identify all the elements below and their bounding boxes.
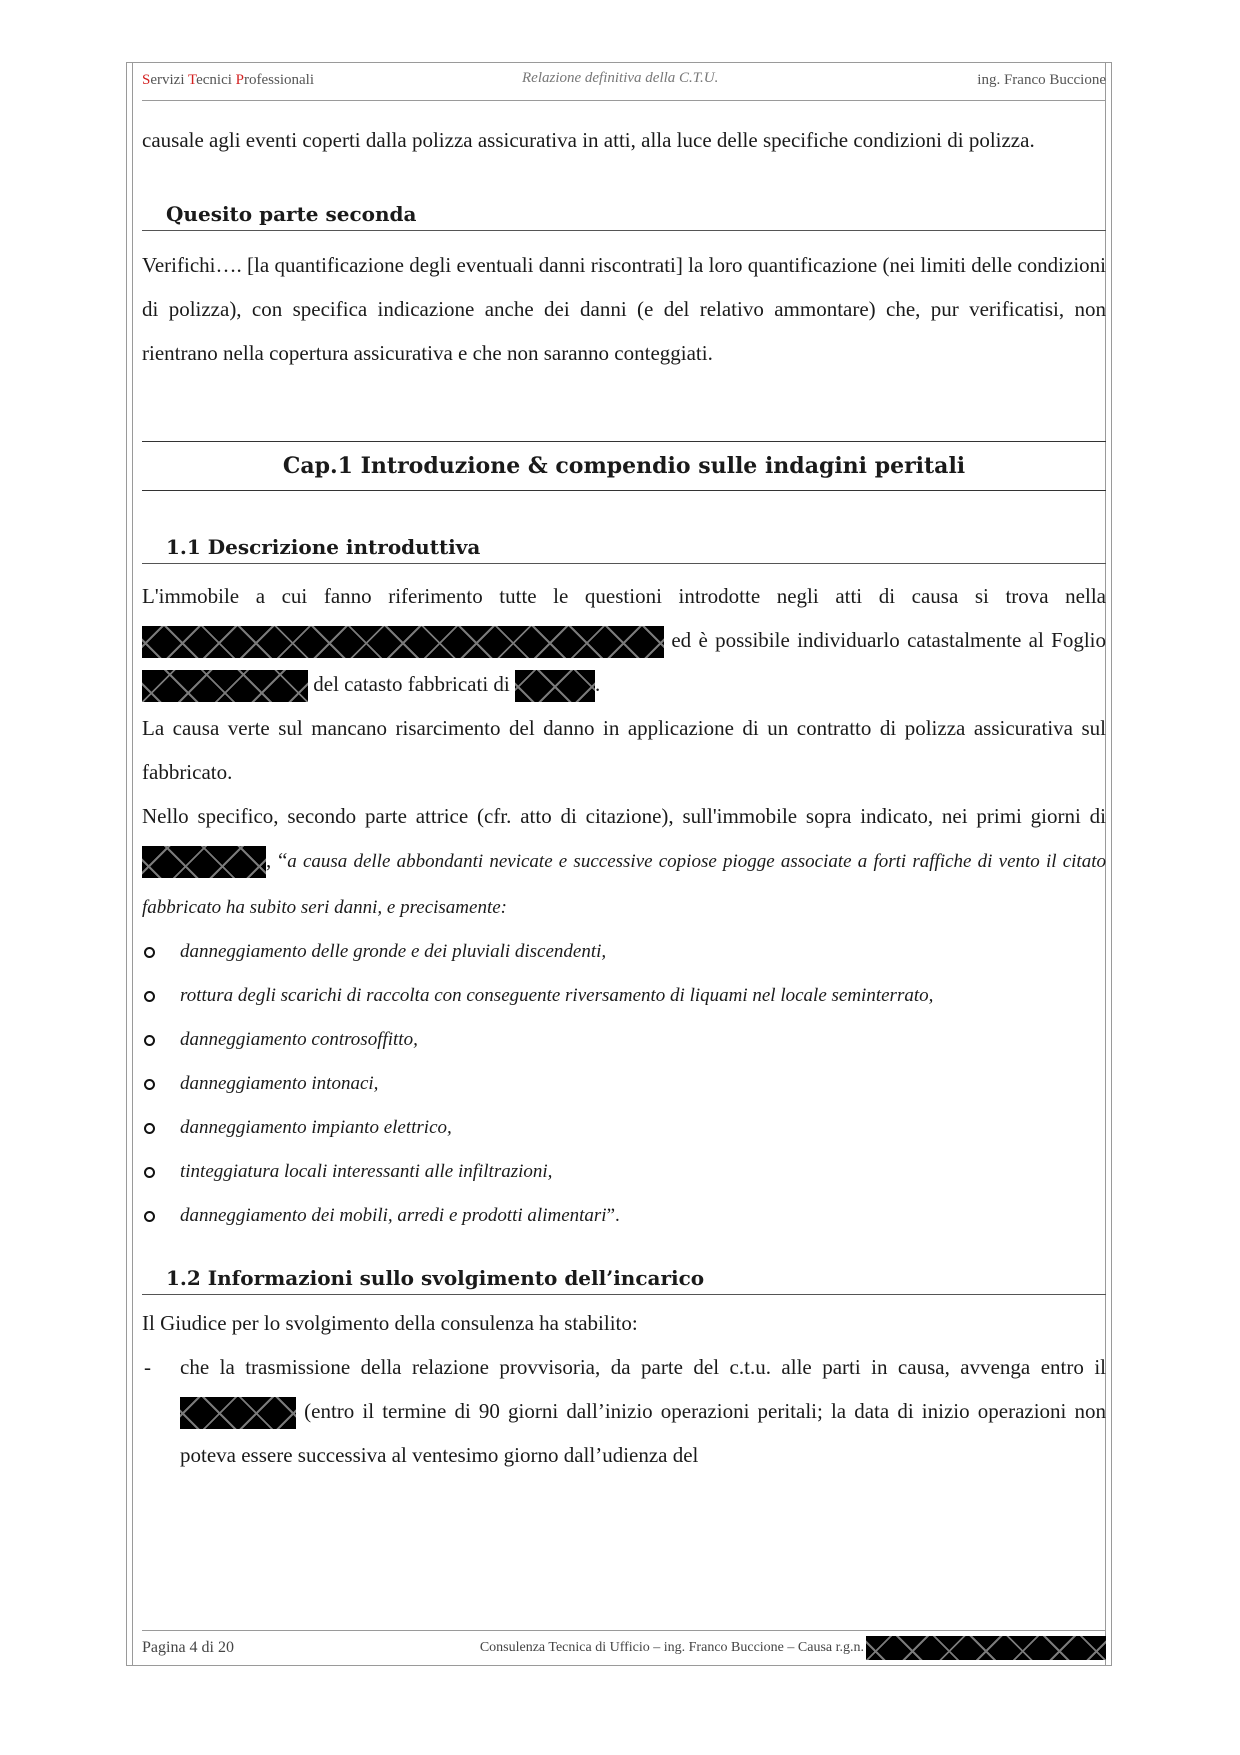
redacted-case-number (866, 1636, 1106, 1660)
text-run: (entro il termine di 90 giorni dall’inizio operazioni peritali; la data di inizio operazioni non poteva essere successiva al ventesimo giorno dall’udienza del (180, 1399, 1107, 1467)
header-initial: S (142, 72, 151, 88)
bullet-icon (144, 1211, 155, 1222)
chapter-title: Cap.1 Introduzione & compendio sulle indagini peritali (142, 441, 1106, 491)
bullet-icon (144, 1167, 155, 1178)
header-initial: P (235, 72, 244, 88)
list-item (142, 1106, 1106, 1150)
text-run: Nello specifico, secondo parte attrice (cfr. atto di citazione), sull'immobile sopra indicato, nei primi giorni di (142, 804, 1106, 828)
list-item (142, 974, 1106, 1018)
quote-text: a causa delle abbondanti nevicate e successive copiose piogge associate a forti raffiche di vento il citato fabbricato ha subito seri danni, e precisamente: (142, 851, 1106, 918)
bullet-icon (144, 947, 155, 958)
footer-case-info (480, 1636, 1106, 1660)
list-item-text: danneggiamento intonaci, (180, 1073, 379, 1094)
text-run: . (595, 672, 601, 696)
section-title-quesito: Quesito parte seconda (142, 198, 1106, 231)
list-item (142, 1018, 1106, 1062)
list-item-text: tinteggiatura locali interessanti alle infiltrazioni, (180, 1161, 553, 1182)
header-word: rofessionali (244, 72, 314, 88)
footer-divider (142, 1630, 1106, 1631)
text-run: che la trasmissione della relazione provvisoria, da parte del c.t.u. alle parti in causa, avvenga entro il (180, 1355, 1106, 1379)
text-run: del catasto fabbricati di (313, 672, 510, 696)
list-item-suffix: ”. (606, 1205, 620, 1226)
header-word: ecnici (196, 72, 236, 88)
intro-paragraph: causale agli eventi coperti dalla polizza assicurativa in atti, alla luce delle specifiche condizioni di polizza. (142, 128, 1035, 152)
header-divider (142, 100, 1106, 101)
list-item (142, 1194, 1106, 1238)
redacted-deadline (180, 1397, 296, 1429)
section-title-1-1: 1.1 Descrizione introduttiva (142, 531, 1106, 564)
page-content (142, 118, 1106, 1477)
redacted-city (515, 670, 595, 702)
list-item (142, 1345, 1106, 1477)
list-item-text: danneggiamento impianto elettrico, (180, 1117, 452, 1138)
cause-paragraph: La causa verte sul mancano risarcimento del danno in applicazione di un contratto di polizza assicurativa sul fabbricato. (142, 716, 1106, 784)
page-header (142, 70, 1106, 94)
redacted-date (142, 846, 266, 878)
bullet-icon (144, 1123, 155, 1134)
footer-text: Consulenza Tecnica di Ufficio – ing. Franco Buccione – Causa r.g.n. (479, 1640, 864, 1655)
list-item (142, 930, 1106, 974)
redacted-foglio (142, 670, 308, 702)
page-footer (142, 1636, 1106, 1664)
section-title-1-2: 1.2 Informazioni sullo svolgimento dell’incarico (142, 1262, 1106, 1295)
bullet-icon (144, 1035, 155, 1046)
dash-bullet: - (144, 1355, 151, 1379)
bullet-icon (144, 991, 155, 1002)
judge-paragraph: Il Giudice per lo svolgimento della consulenza ha stabilito: (142, 1311, 638, 1335)
quesito-paragraph: Verifichi…. [la quantificazione degli eventuali danni riscontrati] la loro quantificazione (nei limiti delle condizioni di polizza), con specifica indicazione anche dei danni (e del relativo ammontare) che, pur verificatisi, non rientrano nella copertura assicurativa e che non saranno conteggiati. (142, 253, 1106, 365)
redacted-address (142, 626, 664, 658)
bullet-icon (144, 1079, 155, 1090)
text-run: ed è possibile individuarlo catastalmente al (671, 628, 1044, 652)
location-paragraph (142, 574, 1106, 706)
header-initial: T (187, 72, 197, 88)
list-item (142, 1150, 1106, 1194)
header-document-title: Relazione definitiva della C.T.U. (522, 70, 719, 86)
text-run: , “ (266, 848, 288, 872)
header-company (142, 72, 314, 89)
list-item-text: danneggiamento delle gronde e dei pluviali discendenti, (180, 941, 607, 962)
page-number: Pagina 4 di 20 (142, 1639, 234, 1656)
plaintiff-paragraph (142, 794, 1106, 930)
list-item-text: danneggiamento dei mobili, arredi e prodotti alimentari (180, 1205, 607, 1226)
list-item-text: rottura degli scarichi di raccolta con conseguente riversamento di liquami nel locale seminterrato, (180, 985, 934, 1006)
text-run: L'immobile a cui fanno riferimento tutte le questioni introdotte negli atti di causa si trova nella (142, 584, 1106, 608)
list-item (142, 1062, 1106, 1106)
header-author: ing. Franco Buccione (977, 72, 1106, 88)
header-word: ervizi (150, 72, 188, 88)
list-item-text: danneggiamento controsoffitto, (180, 1029, 418, 1050)
damage-list (142, 930, 1106, 1238)
text-run: Foglio (1051, 628, 1107, 652)
